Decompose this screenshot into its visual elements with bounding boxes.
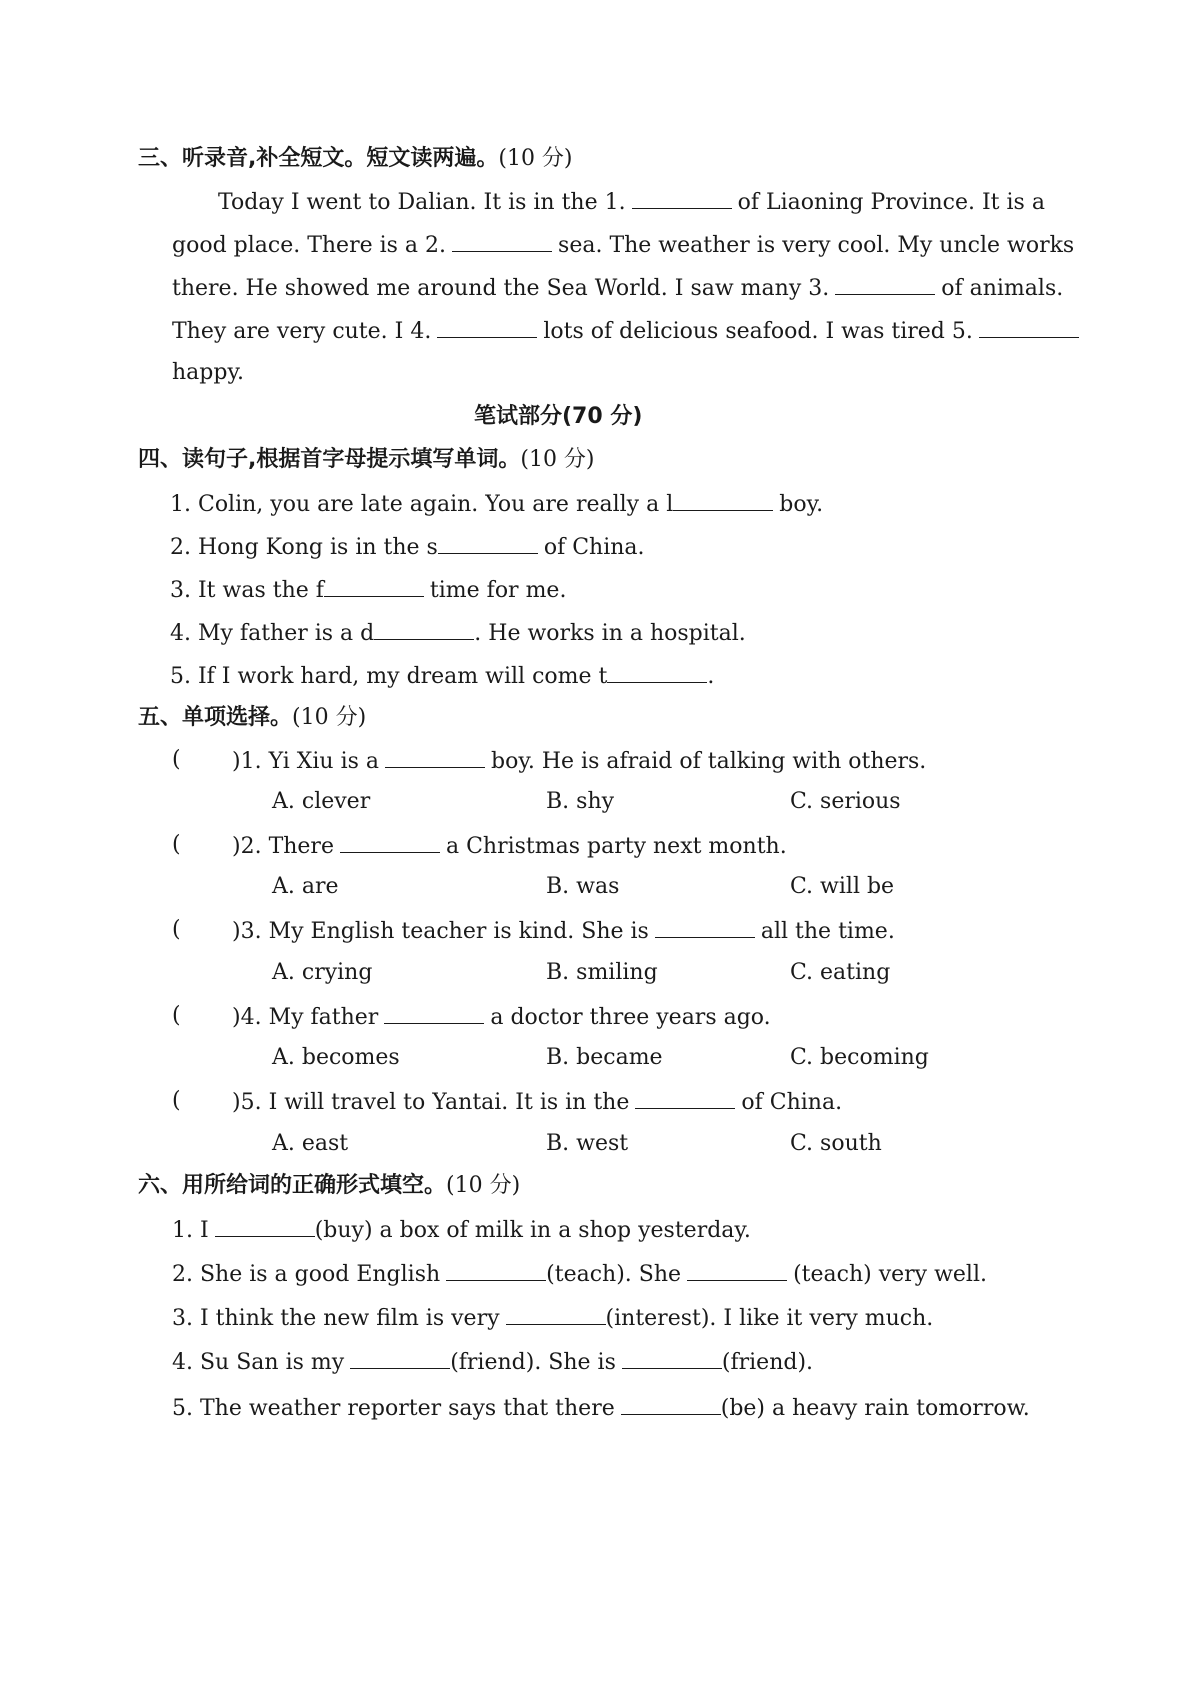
option-text: B. became: [546, 1045, 663, 1070]
mc-question-1: [232, 745, 926, 777]
passage-text: They are very cute. I 4.: [172, 319, 432, 344]
question-text: a Christmas party next month.: [445, 834, 787, 859]
mc-option-b[interactable]: [546, 1129, 628, 1159]
question-text: (be) a heavy rain tomorrow.: [720, 1396, 1030, 1421]
option-text: A. becomes: [272, 1045, 400, 1070]
answer-blank-5[interactable]: [979, 315, 1079, 338]
mc-answer-paren[interactable]: [172, 830, 181, 860]
option-text: A. are: [272, 874, 339, 899]
passage-text: of animals.: [941, 276, 1064, 301]
answer-blank[interactable]: [622, 1346, 722, 1369]
paren-open: (: [172, 832, 181, 857]
question-text: (friend). She is: [450, 1350, 616, 1375]
question-text: )2. There: [232, 834, 334, 859]
question-text: (buy) a box of milk in a shop yesterday.: [314, 1218, 751, 1243]
answer-blank[interactable]: [655, 915, 755, 938]
section-3-heading: [138, 144, 573, 174]
mc-option-c[interactable]: [790, 1129, 882, 1159]
question-text: boy. He is afraid of talking with others.: [491, 749, 927, 774]
option-text: A. clever: [272, 789, 371, 814]
question-text: (friend).: [721, 1350, 814, 1375]
option-text: C. south: [790, 1131, 882, 1156]
passage-line-5: [172, 358, 244, 388]
mc-option-a[interactable]: [272, 872, 339, 902]
mc-question-4: [232, 1001, 771, 1033]
option-text: B. west: [546, 1131, 629, 1156]
section-4-points: (10 分): [520, 447, 595, 472]
s6-question-5: [172, 1392, 1030, 1424]
hint-letter: f: [315, 578, 324, 603]
question-text: . He works in a hospital.: [474, 621, 746, 646]
passage-text: Today I went to Dalian. It is in the 1.: [218, 190, 626, 215]
mc-option-a[interactable]: [272, 958, 372, 988]
question-text: )3. My English teacher is kind. She is: [232, 919, 649, 944]
s4-question-4: [170, 617, 746, 649]
section-4-heading: [138, 445, 595, 475]
answer-blank[interactable]: [621, 1392, 721, 1415]
question-text: 3. It was the: [170, 578, 316, 603]
mc-option-c[interactable]: [790, 1043, 929, 1073]
mc-option-b[interactable]: [546, 872, 619, 902]
question-text: 3. I think the new film is very: [172, 1306, 500, 1331]
mc-option-b[interactable]: [546, 958, 658, 988]
question-text: time for me.: [429, 578, 567, 603]
answer-blank[interactable]: [506, 1302, 606, 1325]
option-text: C. serious: [790, 789, 901, 814]
paren-open: (: [172, 1088, 181, 1113]
passage-line-1: [218, 186, 1045, 218]
answer-blank-2[interactable]: [452, 229, 552, 252]
mc-option-b[interactable]: [546, 787, 614, 817]
paren-open: (: [172, 747, 181, 772]
question-text: (teach) very well.: [793, 1262, 987, 1287]
mc-option-c[interactable]: [790, 872, 894, 902]
option-text: B. shy: [546, 789, 615, 814]
question-text: of China.: [543, 535, 645, 560]
s4-question-1: [170, 488, 823, 520]
mc-answer-paren[interactable]: [172, 745, 181, 775]
answer-blank[interactable]: [384, 1001, 484, 1024]
hint-letter: s: [426, 535, 438, 560]
section-6-heading: [138, 1171, 520, 1201]
s6-question-2: [172, 1258, 987, 1290]
mc-answer-paren[interactable]: [172, 1001, 181, 1031]
answer-blank-4[interactable]: [437, 315, 537, 338]
passage-text: good place. There is a 2.: [172, 233, 447, 258]
section-5-points: (10 分): [292, 705, 367, 730]
section-6-title: 六、用所给词的正确形式填空。: [138, 1173, 447, 1198]
written-part-label: 笔试部分(70 分): [474, 404, 643, 429]
s6-question-3: [172, 1302, 933, 1334]
question-text: of China.: [741, 1090, 843, 1115]
question-text: 1. I: [172, 1218, 209, 1243]
question-text: 4. My father is a: [170, 621, 361, 646]
mc-answer-paren[interactable]: [172, 1086, 181, 1116]
question-text: 4. Su San is my: [172, 1350, 345, 1375]
mc-answer-paren[interactable]: [172, 915, 181, 945]
section-5-title: 五、单项选择。: [138, 705, 293, 730]
section-3-points: (10 分): [498, 146, 573, 171]
mc-question-3: [232, 915, 895, 947]
passage-line-3: [172, 272, 1063, 304]
option-text: A. east: [272, 1131, 349, 1156]
question-text: 5. The weather reporter says that there: [172, 1396, 615, 1421]
mc-question-5: [232, 1086, 842, 1118]
question-text: 2. Hong Kong is in the: [170, 535, 427, 560]
answer-blank[interactable]: [687, 1258, 787, 1281]
s4-question-5: [170, 660, 714, 692]
question-text: (teach). She: [546, 1262, 682, 1287]
question-text: (interest). I like it very much.: [605, 1306, 934, 1331]
written-part-title: [474, 402, 642, 432]
section-6-points: (10 分): [446, 1173, 521, 1198]
question-text: a doctor three years ago.: [490, 1005, 771, 1030]
question-text: 5. If I work hard, my dream will come: [170, 664, 599, 689]
question-text: )1. Yi Xiu is a: [232, 749, 380, 774]
question-text: 2. She is a good English: [172, 1262, 441, 1287]
passage-text: happy.: [172, 360, 244, 385]
option-text: B. smiling: [546, 960, 658, 985]
option-text: C. becoming: [790, 1045, 929, 1070]
s6-question-1: [172, 1214, 751, 1246]
answer-blank[interactable]: [350, 1346, 450, 1369]
question-text: .: [707, 664, 715, 689]
hint-letter: l: [666, 492, 674, 517]
answer-blank[interactable]: [324, 574, 424, 597]
hint-letter: d: [360, 621, 375, 646]
answer-blank[interactable]: [673, 488, 773, 511]
answer-blank-3[interactable]: [835, 272, 935, 295]
answer-blank[interactable]: [215, 1214, 315, 1237]
answer-blank[interactable]: [607, 660, 707, 683]
answer-blank-1[interactable]: [632, 186, 732, 209]
passage-text: sea. The weather is very cool. My uncle works: [558, 233, 1075, 258]
option-text: B. was: [546, 874, 620, 899]
passage-line-2: [172, 229, 1074, 261]
s6-question-4: [172, 1346, 813, 1378]
answer-blank[interactable]: [635, 1086, 735, 1109]
answer-blank[interactable]: [374, 617, 474, 640]
question-text: )5. I will travel to Yantai. It is in the: [232, 1090, 630, 1115]
passage-text: lots of delicious seafood. I was tired 5.: [543, 319, 973, 344]
answer-blank[interactable]: [340, 830, 440, 853]
section-5-heading: [138, 703, 366, 733]
mc-option-a[interactable]: [272, 787, 370, 817]
answer-blank[interactable]: [446, 1258, 546, 1281]
option-text: C. eating: [790, 960, 891, 985]
mc-option-b[interactable]: [546, 1043, 663, 1073]
question-text: all the time.: [760, 919, 895, 944]
s4-question-3: [170, 574, 566, 606]
passage-line-4: [172, 315, 1085, 347]
hint-letter: t: [598, 664, 608, 689]
question-text: 1. Colin, you are late again. You are really a: [170, 492, 667, 517]
mc-option-a[interactable]: [272, 1129, 348, 1159]
s4-question-2: [170, 531, 645, 563]
answer-blank[interactable]: [438, 531, 538, 554]
question-text: boy.: [779, 492, 824, 517]
mc-question-2: [232, 830, 787, 862]
question-text: )4. My father: [232, 1005, 379, 1030]
passage-text: there. He showed me around the Sea World. I saw many 3.: [172, 276, 830, 301]
mc-option-c[interactable]: [790, 958, 890, 988]
option-text: C. will be: [790, 874, 895, 899]
mc-option-c[interactable]: [790, 787, 901, 817]
section-4-title: 四、读句子,根据首字母提示填写单词。: [138, 447, 521, 472]
mc-option-a[interactable]: [272, 1043, 400, 1073]
passage-text: of Liaoning Province. It is a: [737, 190, 1045, 215]
option-text: A. crying: [272, 960, 373, 985]
paren-open: (: [172, 917, 181, 942]
answer-blank[interactable]: [385, 745, 485, 768]
paren-open: (: [172, 1003, 181, 1028]
section-3-title: 三、听录音,补全短文。短文读两遍。: [138, 146, 499, 171]
